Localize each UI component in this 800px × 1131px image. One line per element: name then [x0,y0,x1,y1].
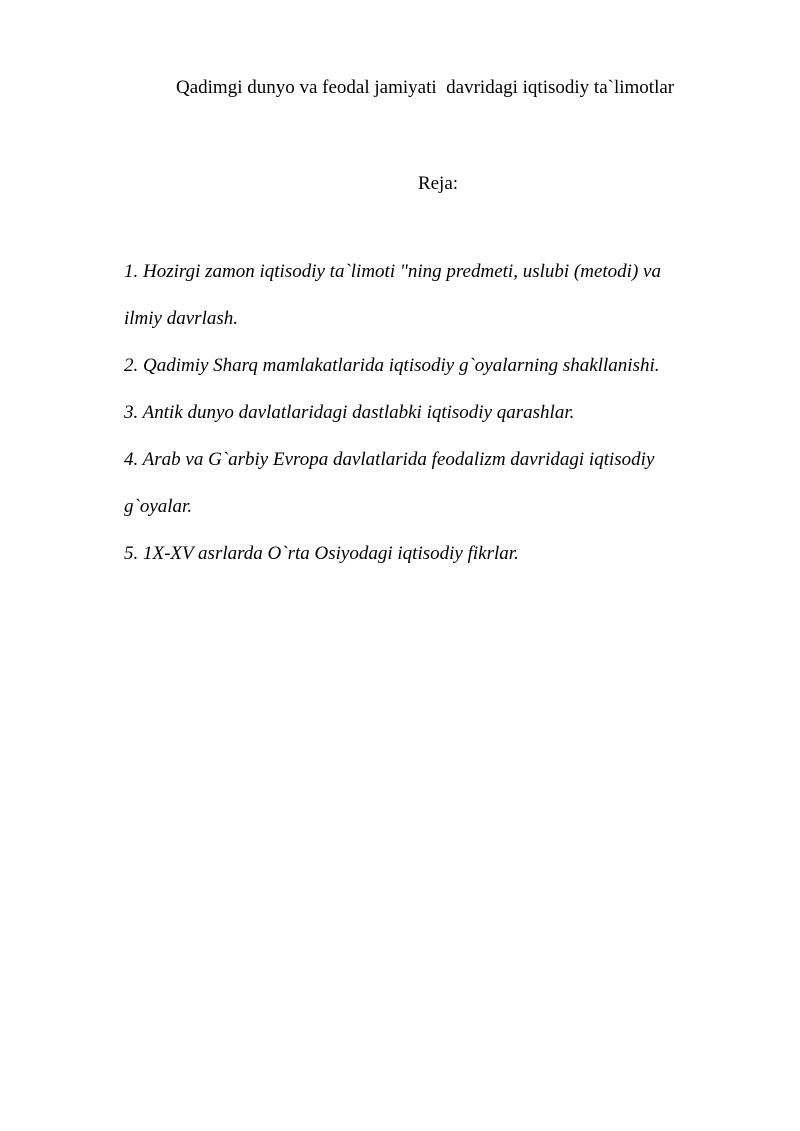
plan-item-5: 5. 1X-XV asrlarda O`rta Osiyodagi iqtisodiy fikrlar. [124,543,519,564]
plan-item-2: 2. Qadimiy Sharq mamlakatlarida iqtisodiy g`oyalarning shakllanishi. [124,355,660,376]
plan-list [124,260,724,589]
plan-heading: Reja: [417,173,459,194]
plan-item-4-line-1: 4. Arab va G`arbiy Evropa davlatlarida feodalizm davridagi iqtisodiy [124,449,655,470]
plan-item-1-line-1: 1. Hozirgi zamon iqtisodiy ta`limoti "ning predmeti, uslubi (metodi) va [124,261,661,282]
plan-item-1-line-2: ilmiy davrlash. [124,308,238,329]
plan-item-4-line-2: g`oyalar. [124,496,193,517]
document-title: Qadimgi dunyo va feodal jamiyati davridagi iqtisodiy ta`limotlar [176,77,675,98]
plan-item-3: 3. Antik dunyo davlatlaridagi dastlabki iqtisodiy qarashlar. [124,402,575,423]
